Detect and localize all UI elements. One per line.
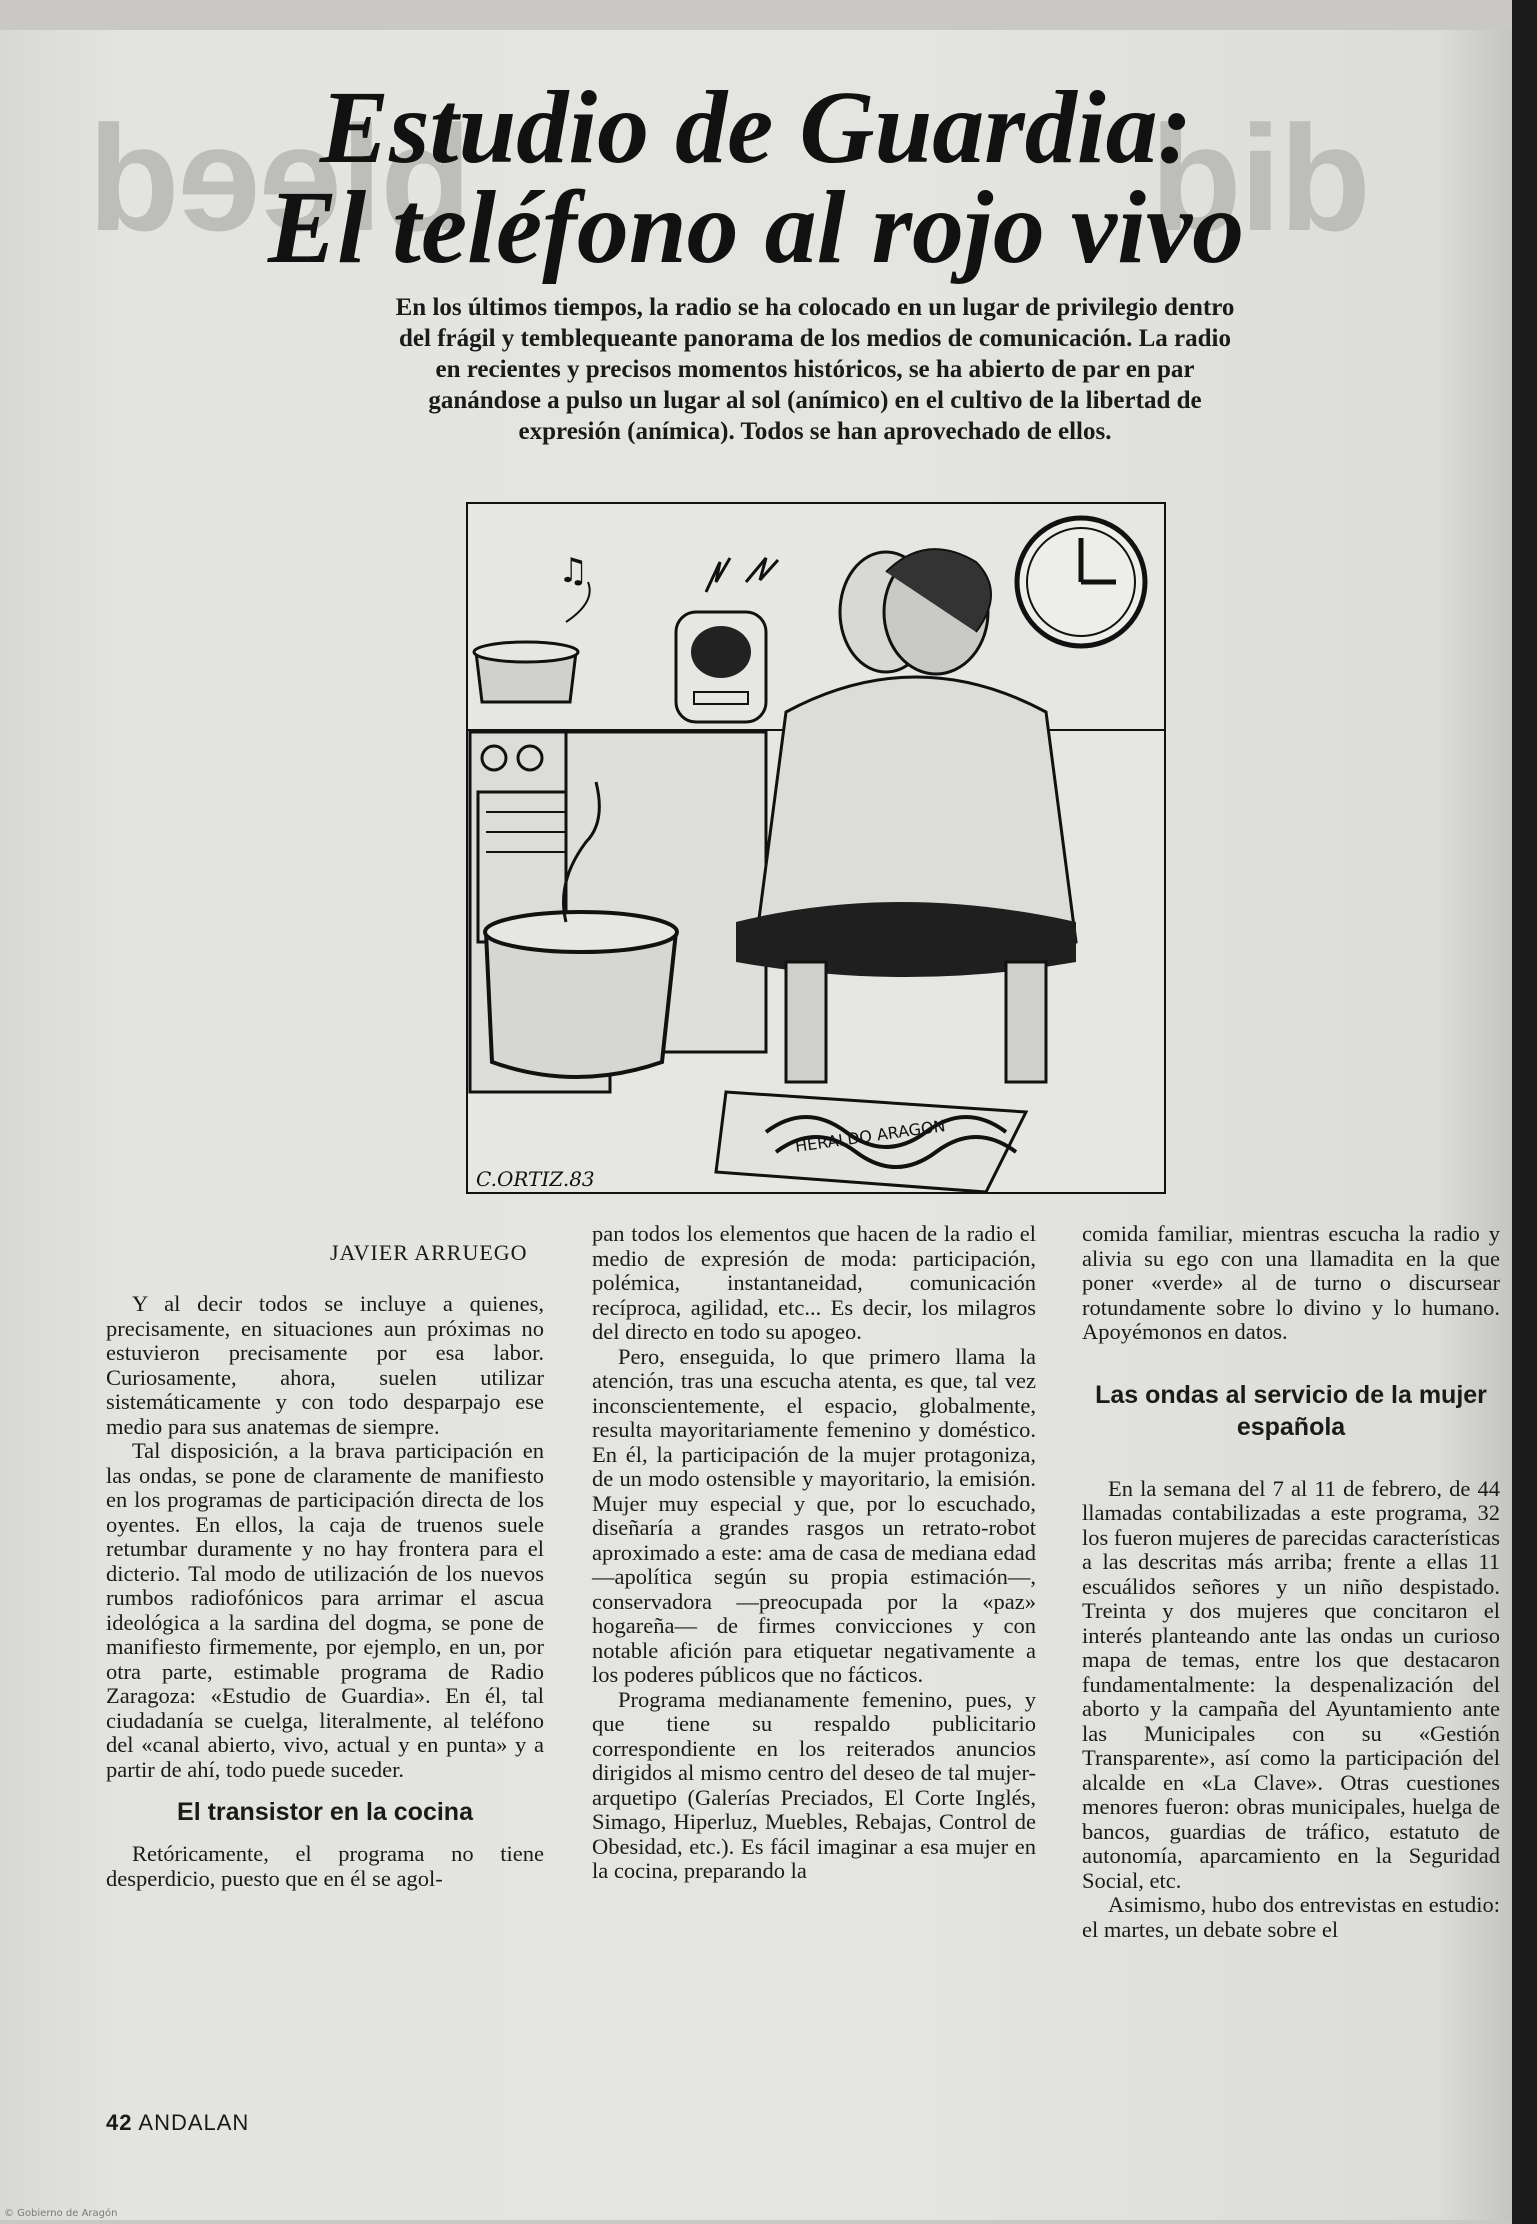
column-2 bbox=[592, 1222, 1036, 1884]
col2-paragraph: pan todos los elementos que hacen de la radio el medio de expresión de moda: participación, polémica, instantaneidad, comunicación recíproca, agilidad, etc... Es decir, los milagros del directo en todo su apogeo. bbox=[592, 1221, 1036, 1344]
bleed-through-text: bib bbox=[1150, 94, 1369, 262]
page-footer bbox=[106, 2110, 249, 2136]
clock-drawing bbox=[1017, 518, 1145, 646]
col2-paragraph: Programa medianamente femenino, pues, y que tiene su respaldo publicitario correspondiente en los reiterados anuncios dirigidos al mismo centro del deseo de tal mujer-arquetipo (Galerías Preciados, El Corte Inglés, Simago, Hiperluz, Muebles, Rebajas, Control de Obesidad, etc.). Es fácil imaginar a esa mujer en la cocina, preparando la bbox=[592, 1686, 1036, 1883]
bleed-through-text: bleed bbox=[90, 94, 472, 262]
article-intro: En los últimos tiempos, la radio se ha colocado en un lugar de privilegio dentro del frágil y temblequeante panorama de los medios de comunicación. La radio en recientes y precisos momentos históricos, se ha abierto de par en par ganándose a pulso un lugar al sol (anímico) en el cultivo de la libertad de expresión (anímica). Todos se han aprovechado de ellos. bbox=[395, 294, 1235, 445]
archive-credit: © Gobierno de Aragón bbox=[4, 2208, 118, 2219]
col1-subhead: El transistor en la cocina bbox=[177, 1798, 473, 1826]
cartoon-illustration bbox=[466, 502, 1166, 1194]
col3-paragraph: Asimismo, hubo dos entrevistas en estudio: el martes, un debate sobre el bbox=[1082, 1892, 1500, 1942]
page-edge bbox=[1512, 0, 1537, 2224]
col1-paragraph: Tal disposición, a la brava participación en las ondas, se pone de claramente de manifiesto en los programas de participación directa de los oyentes. En ellos, la caja de truenos suele retumbar duramente y no hay frontera para el dicterio. Tal modo de utilización de los nuevos rumbos radiofónicos para arrimar el ascua ideológica a la sardina del dogma, se pone de manifiesto firmemente, por ejemplo, en un, por otra parte, estimable programa de Radio Zaragoza: «Estudio de Guardia». En él, tal ciudadanía se cuelga, literalmente, al teléfono del «canal abierto, vivo, actual y en punta» y a partir de ahí, todo puede suceder. bbox=[106, 1438, 544, 1782]
article-title-line1: Estudio de Guardia: bbox=[319, 70, 1193, 185]
article-title-line2: El teléfono al rojo vivo bbox=[267, 170, 1245, 285]
svg-text:♫: ♫ bbox=[558, 551, 589, 591]
page-number: 42 bbox=[106, 2110, 133, 2135]
col3-paragraph: comida familiar, mientras escucha la radio y alivia su ego con una llamadita en la que poner «verde» al de turno o discursear rotundamente sobre lo divino y lo humano. Apoyémonos en datos. bbox=[1082, 1221, 1500, 1344]
col1-paragraph: Y al decir todos se incluye a quienes, precisamente, en situaciones aun próximas no estuvieron precisamente por esa labor. Curiosamente, ahora, suelen utilizar sistemáticamente y con todo desparpajo ese medio para sus anatemas de siempre. bbox=[106, 1291, 544, 1439]
col1-paragraph: Retóricamente, el programa no tiene desperdicio, puesto que en él se agol- bbox=[106, 1841, 544, 1891]
col3-paragraph: En la semana del 7 al 11 de febrero, de 44 llamadas contabilizadas a este programa, 32 los fueron mujeres de parecidas características a las descritas más arriba; frente a ellas 11 escuálidos señores y un niño despistado. Treinta y dos mujeres que concitaron el interés planteando ante las ondas un curioso mapa de temas, entre los que destacaron fundamentalmente: la despenalización del aborto y la campaña del Ayuntamiento ante las Municipales con su «Gestión Transparente», así como la participación del alcalde en «La Clave». Otras cuestiones menores fueron: obras municipales, huelga de bancos, guardias de tráfico, estatuto de autonomía, aparcamiento en la Seguridad Social, etc. bbox=[1082, 1475, 1500, 1893]
byline: JAVIER ARRUEGO bbox=[330, 1240, 528, 1265]
column-3 bbox=[1082, 1222, 1500, 1942]
column-1 bbox=[106, 1292, 544, 1891]
col3-subhead: Las ondas al servicio de la mujer española bbox=[1095, 1380, 1487, 1441]
magazine-name: ANDALAN bbox=[138, 2110, 250, 2135]
newspaper-label: HERALDO ARAGON bbox=[793, 1116, 947, 1156]
col2-paragraph: Pero, enseguida, lo que primero llama la atención, tras una escucha atenta, es que, tal vez inconscientemente, el espacio, globalmente, resulta mayoritariamente femenino y doméstico. En él, la participación de la mujer protagoniza, de un modo ostensible y mayoritario, la emisión. Mujer muy especial y que, por lo escuchado, diseñaría a grandes rasgos un retrato-robot aproximado a este: ama de casa de mediana edad —apolítica según su propia estimación—, conservadora —preocupada por la «paz» hogareña— de firmes convicciones y con notable afición para etiquetar negativamente a los poderes públicos que no fácticos. bbox=[592, 1343, 1036, 1687]
artist-signature: C.ORTIZ.83 bbox=[476, 1167, 595, 1191]
